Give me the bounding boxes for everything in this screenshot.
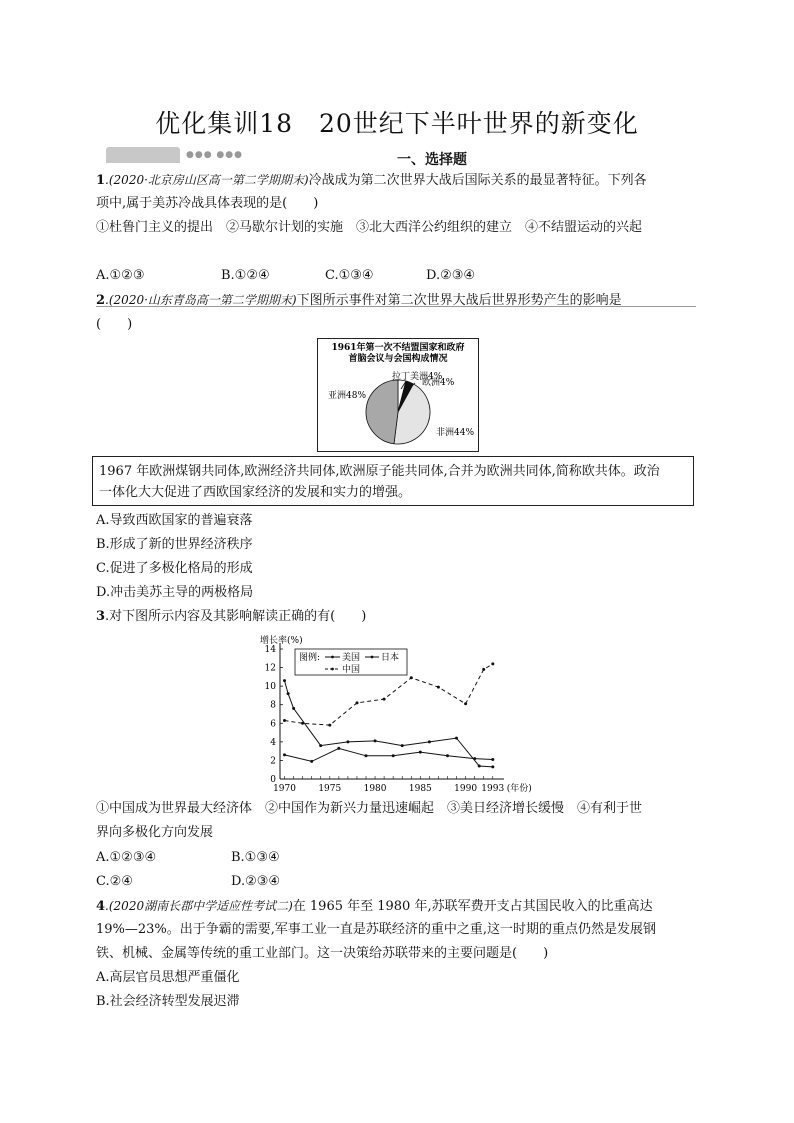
q3-option-d[interactable]: D.②③④ — [231, 874, 281, 889]
series-point-0 — [365, 754, 368, 757]
q2-option-a[interactable]: A.导致西欧国家的普遍衰落 — [96, 513, 253, 528]
legend-label-japan: 日本 — [381, 653, 400, 663]
series-point-1 — [287, 692, 290, 695]
q1-items: ①杜鲁门主义的提出 ②马歇尔计划的实施 ③北大西洋公约组织的建立 ④不结盟运动的兴起 — [96, 220, 643, 235]
q4-stem-line2: 19%—23%。出于争霸的需要,军事工业一直是苏联经济的重中之重,这一时期的重点仍然是发展钢 — [96, 922, 657, 937]
x-tick-label: 1993 — [481, 784, 505, 794]
q4-number: 4 — [96, 899, 106, 914]
q3-option-c[interactable]: C.②④ — [96, 874, 133, 889]
legend-marker-japan — [371, 656, 374, 659]
line-chart — [250, 629, 550, 797]
series-point-2 — [464, 702, 467, 705]
series-point-2 — [301, 722, 304, 725]
series-point-0 — [337, 747, 340, 750]
q4-stem-line1 — [96, 896, 696, 917]
pie-label-asia: 亚洲48% — [328, 391, 367, 401]
x-tick-label: 1975 — [318, 784, 342, 794]
pie-slice-3 — [366, 380, 398, 444]
q1-option-a[interactable]: A.①②③ — [96, 268, 145, 283]
header-dots: ●●● ●●● — [186, 150, 243, 160]
q2-option-d[interactable]: D.冲击美苏主导的两极格局 — [96, 585, 254, 600]
q3-stem-text: .对下图所示内容及其影响解读正确的有( ) — [105, 609, 367, 624]
pie-chart-frame — [317, 338, 479, 452]
series-point-1 — [292, 707, 295, 710]
q2-material-box — [92, 456, 694, 506]
q3-items-line1: ①中国成为世界最大经济体 ②中国作为新兴力量迅速崛起 ③美日经济增长缓慢 ④有利于世 — [96, 801, 643, 816]
series-point-2 — [356, 701, 359, 704]
pie-label-europe: 欧洲4% — [422, 378, 455, 388]
series-point-0 — [392, 754, 395, 757]
series-point-0 — [491, 758, 494, 761]
legend-label-usa: 美国 — [342, 653, 361, 663]
q3-options-row1 — [96, 848, 696, 868]
q2-source: .(2020·山东青岛高一第二学期期末) — [105, 293, 297, 307]
y-tick-label: 6 — [270, 719, 276, 730]
series-point-2 — [383, 698, 386, 701]
q1-stem-text1: 冷战成为第二次世界大战后国际关系的最显著特征。下列各 — [308, 173, 647, 188]
series-point-1 — [319, 744, 322, 747]
x-tick-label: 1970 — [273, 784, 296, 794]
q2-box-line2: 一体化大大促进了西欧国家经济的发展和实力的增强。 — [99, 485, 412, 500]
series-point-1 — [455, 737, 458, 740]
series-point-0 — [419, 751, 422, 754]
q1-stem-line1 — [96, 170, 696, 191]
series-point-1 — [283, 679, 286, 682]
y-tick-label: 4 — [270, 737, 276, 748]
q1-option-b[interactable]: B.①②④ — [221, 268, 270, 283]
q1-number: 1 — [96, 173, 106, 188]
series-point-2 — [437, 686, 440, 689]
x-tick-label: 1985 — [408, 784, 432, 794]
series-point-1 — [428, 740, 431, 743]
q3-option-b[interactable]: B.①③④ — [231, 850, 280, 865]
pie-chart — [318, 339, 477, 450]
y-tick-label: 0 — [270, 775, 276, 785]
series-point-2 — [410, 676, 413, 679]
q4-source: .(2020湖南长郡中学适应性考试二) — [105, 899, 293, 913]
series-point-1 — [401, 744, 404, 747]
q3-number: 3 — [96, 609, 106, 624]
series-point-0 — [446, 754, 449, 757]
line-y-axis-label: 增长率(%) — [260, 636, 303, 646]
x-tick-label: 1990 — [454, 784, 478, 794]
q2-stem-line2: ( ) — [96, 317, 133, 332]
line-x-axis-label: (年份) — [506, 784, 532, 794]
q1-option-c[interactable]: C.①③④ — [325, 268, 374, 283]
page-title: 优化集训18 20世纪下半叶世界的新变化 — [155, 109, 639, 138]
pie-title-line1: 1961年第一次不结盟国家和政府 — [331, 343, 465, 353]
q3-stem — [96, 607, 696, 627]
q2-number: 2 — [96, 293, 106, 308]
q2-box-line1: 1967 年欧洲煤钢共同体,欧洲经济共同体,欧洲原子能共同体,合并为欧洲共同体,简称欧共体。政治 — [99, 464, 660, 479]
q4-stem-line3: 铁、机械、金属等传统的重工业部门。这一决策给苏联带来的主要问题是( ) — [96, 946, 549, 961]
series-point-0 — [283, 753, 286, 756]
q1-options — [96, 266, 696, 286]
q2-option-c[interactable]: C.促进了多极化格局的形成 — [96, 561, 253, 576]
q2-option-b[interactable]: B.形成了新的世界经济秩序 — [96, 537, 253, 552]
pie-title-line2: 首脑会议与会国构成情况 — [348, 354, 448, 364]
q4-stem-text1: 在 1965 年至 1980 年,苏联军费开支占其国民收入的比重高达 — [292, 899, 653, 914]
legend-label-china: 中国 — [342, 665, 361, 675]
series-point-1 — [374, 739, 377, 742]
legend-marker-usa — [331, 656, 334, 659]
legend-marker-china — [331, 668, 334, 671]
y-tick-label: 10 — [264, 682, 276, 693]
series-point-2 — [482, 668, 485, 671]
series-point-0 — [310, 760, 313, 763]
q2-stem-line1 — [96, 290, 696, 311]
y-tick-label: 2 — [270, 756, 276, 767]
series-point-2 — [283, 719, 286, 722]
q3-option-a[interactable]: A.①②③④ — [96, 850, 157, 865]
q1-source: .(2020·北京房山区高一第二学期期末) — [105, 173, 309, 187]
line-legend-label: 图例: — [299, 653, 321, 663]
y-tick-label: 12 — [264, 663, 276, 674]
q1-stem-line2: 项中,属于美苏冷战具体表现的是( ) — [96, 196, 319, 211]
series-line-0 — [285, 748, 493, 761]
q3-items-line2: 界向多极化方向发展 — [96, 825, 214, 840]
pie-label-africa: 非洲44% — [436, 428, 475, 438]
q1-option-d[interactable]: D.②③④ — [426, 268, 476, 283]
series-point-1 — [478, 765, 481, 768]
y-tick-label: 8 — [270, 700, 276, 711]
series-point-1 — [491, 765, 494, 768]
series-point-2 — [328, 724, 331, 727]
header-tab-decoration — [106, 147, 180, 163]
series-point-1 — [346, 740, 349, 743]
y-tick-label: 14 — [264, 645, 276, 655]
pie-label-latin-america: 拉丁美洲4% — [392, 372, 443, 382]
series-point-2 — [491, 662, 494, 665]
q2-stem-text1: 下图所示事件对第二次世界大战后世界形势产生的影响是 — [296, 293, 622, 308]
section-label: 一、选择题 — [397, 152, 467, 168]
q4-option-a[interactable]: A.高层官员思想严重僵化 — [96, 970, 240, 985]
q4-option-b[interactable]: B.社会经济转型发展迟滞 — [96, 994, 240, 1009]
q3-options-row2 — [96, 872, 696, 892]
x-tick-label: 1980 — [363, 784, 387, 794]
section-header-bar — [96, 147, 696, 167]
